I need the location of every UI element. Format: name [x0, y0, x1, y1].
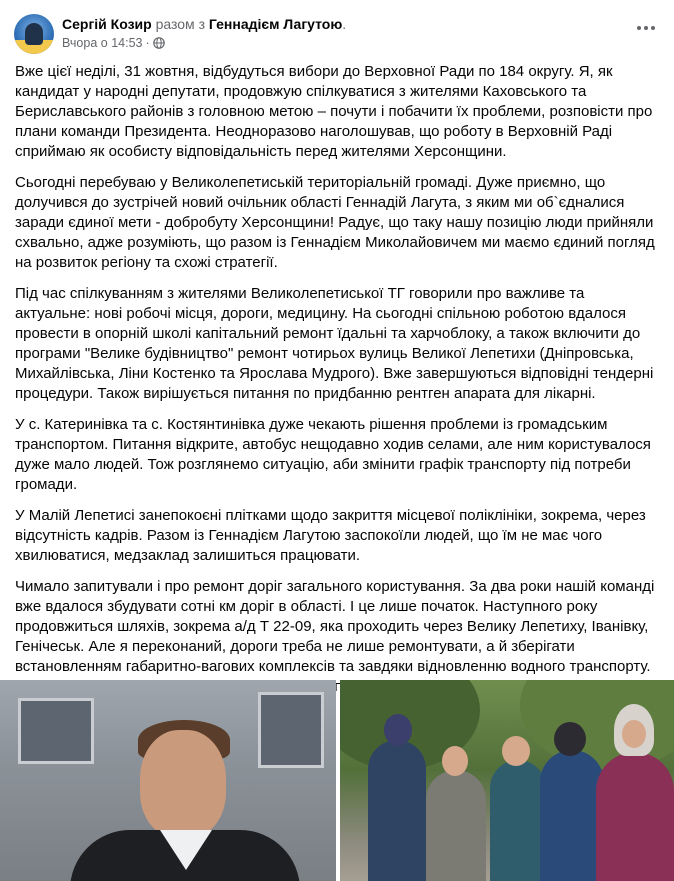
- meta-separator: ·: [145, 36, 150, 50]
- man-face: [140, 730, 226, 838]
- post-paragraph-6: Чимало запитували і про ремонт доріг загального користування. За два роки нашій команді вже вдалося збудувати сотні км доріг в області. І це лише початок. Наступного року продовжиться шляхів, зокрема а/д Т 22-09, яка проходить через Велику Лепетиху, Іванівку, Генічеськ. Але я переконаний, дороги треба не лише ремонтувати, а й зберігати встановленням габаритно-вагових комплексів та завдяки відновленню водного транспорту.: [15, 578, 655, 675]
- dot: [637, 26, 641, 30]
- post-photos: [0, 680, 674, 881]
- avatar-figure: [25, 23, 43, 45]
- person-magenta-coat: [596, 752, 674, 881]
- person-head: [442, 746, 468, 776]
- author-name-link[interactable]: Сергій Козир: [62, 16, 152, 32]
- with-label: разом з: [155, 16, 205, 32]
- coauthor-name-link[interactable]: Геннадієм Лагутою: [208, 16, 343, 32]
- person-hat: [554, 722, 586, 756]
- person-hat: [384, 714, 412, 746]
- post-paragraph-3: Під час спілкуванням з жителями Великолепетиської ТГ говорили про важливе та актуальне: нові робочі місця, дороги, медицину. На сьогодні спільною роботою вдалося провести в опорній школі капітальний ремонт їдальні та харчоблоку, а також включити до програми "Велике будівництво" ремонт чотирьох вулиць Великої Лепетихи (Дніпровська, Михайлівська, Ліни Костенко та Ярослава Мудрого). Вже завершуються відповідні тендерні процедури. Також вирішується питання по придбанню рентген апарата для лікарні.: [15, 285, 654, 402]
- photo-portrait[interactable]: [0, 680, 336, 881]
- person-teal-coat: [490, 760, 546, 881]
- post-header: [0, 0, 674, 62]
- post-paragraph-5: У Малій Лепетисі занепокоєні плітками щодо закриття місцевої поліклініки, зокрема, через відсутність кадрів. Разом із Геннадієм Лагутою заспокоїли людей, що їм не має чого хвилюватися, медзаклад залишиться працювати.: [15, 507, 646, 564]
- person-blue-jacket: [540, 750, 604, 881]
- person-navy-coat: [368, 740, 426, 881]
- person-grey-coat: [426, 770, 486, 881]
- dot: [651, 26, 655, 30]
- person-face: [622, 720, 646, 748]
- globe-icon[interactable]: [153, 37, 165, 49]
- post-paragraph-4: У с. Катеринівка та с. Костянтинівка дуже чекають рішення проблеми із громадським транспортом. Питання відкрите, автобус нещодавно ходив селами, але ним користувалося дуже мало людей. Тож розглянемо ситуацію, аби змінити графік транспорту під потреби громади.: [15, 416, 651, 493]
- building-window: [258, 692, 324, 768]
- dot: [644, 26, 648, 30]
- post-authors: [62, 15, 346, 33]
- post-body: [0, 62, 674, 717]
- post-paragraph-2: Сьогодні перебуваю у Великолепетиській територіальній громаді. Дуже приємно, що долучився до зустрічей новий очільник області Геннадій Лагута, з яким ми об`єдналися заради єдиної мети - добробуту Херсонщини! Радує, що таку нашу позицію люди прийняли схвально, адже розуміють, що разом із Геннадієм Миколайовичем ми маємо єдиний погляд на розвиток регіону та схожі стратегії.: [15, 174, 655, 271]
- authors-period: .: [342, 16, 347, 32]
- post-meta: [62, 36, 165, 50]
- person-head: [502, 736, 530, 766]
- more-options-icon[interactable]: [634, 22, 658, 34]
- author-avatar[interactable]: [14, 14, 54, 54]
- post-paragraph-1: Вже цієї неділі, 31 жовтня, відбудуться вибори до Верховної Ради по 184 округу. Я, як кандидат у народні депутати, продовжую спілкуватися з жителями Каховського та Бериславського районів з головною метою – почути і побачити їх проблеми, розповісти про плани команди Президента. Неодноразово наголошував, що роботу в Верховній Раді сприймаю як особисту відповідальність перед жителями Херсонщини.: [15, 63, 653, 160]
- post-timestamp-link[interactable]: Вчора о 14:53: [62, 36, 143, 50]
- building-window: [18, 698, 94, 764]
- photo-crowd[interactable]: [340, 680, 674, 881]
